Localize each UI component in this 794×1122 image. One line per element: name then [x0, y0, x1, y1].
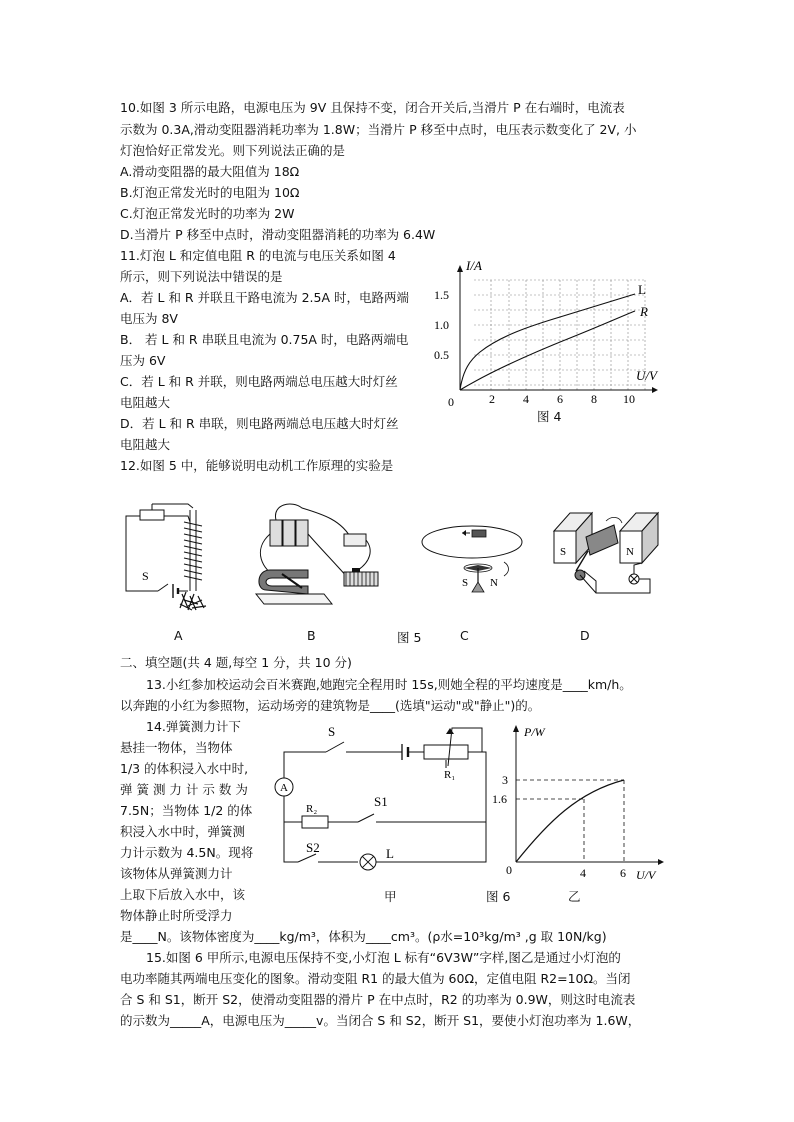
fig6-ytick-1-6: 1.6 [492, 792, 507, 806]
q14-line-4: 弹 簧 测 力 计 示 数 为 [120, 782, 248, 797]
figure-5b-generator [252, 500, 382, 615]
fig6-label-r2: R₂ [306, 803, 318, 815]
fig4-xtick-4: 4 [523, 392, 529, 406]
fig5-label-a: A [174, 628, 183, 643]
fig5c-s-label: S [462, 577, 469, 589]
q13-line-2: 以奔跑的小红为参照物，运动场旁的建筑物是____(选填"运动"或"静止")的。 [120, 698, 541, 713]
q14-line-5: 7.5N；当物体 1/2 的体 [120, 803, 253, 818]
q11-option-d-1: D．若 L 和 R 串联，则电路两端总电压越大时灯丝 [120, 416, 399, 431]
fig6-label-s1: S1 [374, 794, 388, 809]
resistor-r2-icon [302, 816, 328, 828]
fig4-xtick-2: 2 [489, 392, 495, 406]
compass-needle-icon [464, 564, 492, 592]
q11-option-a-2: 电压为 8V [120, 311, 178, 326]
q11-line-1: 11.灯泡 L 和定值电阻 R 的电流与电压关系如图 4 [120, 248, 396, 263]
q14-line-9: 上取下后放入水中，该 [120, 887, 246, 902]
figure-5d-motor [550, 505, 662, 605]
fig5-caption: 图 5 [397, 630, 422, 645]
fig6-label-jia: 甲 [384, 889, 397, 904]
fig4-xlabel: U/V [636, 368, 657, 383]
q10-option-c: C.灯泡正常发光时的功率为 2W [120, 206, 295, 221]
q11-option-a-1: A．若 L 和 R 并联且干路电流为 2.5A 时，电路两端 [120, 290, 409, 305]
q15-line-4: 的示数为_____A，电源电压为_____v。当闭合 S 和 S2，断开 S1，要使小灯泡功率为 1.6W， [120, 1013, 641, 1028]
fig6-label-r1: R₁ [444, 769, 456, 781]
switch-s1-icon [358, 814, 374, 822]
switch-s2-icon [298, 854, 316, 862]
horseshoe-magnet-icon [259, 570, 308, 594]
q10-line-2: 示数为 0.3A,滑动变阻器消耗功率为 1.8W；当滑片 P 移至中点时，电压表示数变化了 2V, 小 [120, 122, 637, 137]
fig6-power-curve [516, 780, 624, 862]
q11-line-2: 所示，则下列说法中错误的是 [120, 269, 283, 284]
fig4-label-l: L [638, 282, 646, 297]
q15-line-1: 15.如图 6 甲所示,电源电压保持不变,小灯泡 L 标有“6V3W”字样,图乙是通过小灯泡的 [146, 950, 621, 965]
q10-option-b: B.灯泡正常发光时的电阻为 10Ω [120, 185, 300, 200]
fig4-ytick-1-0: 1.0 [434, 318, 449, 332]
fig6-ytick-3: 3 [502, 773, 508, 787]
rheostat-icon [344, 568, 378, 586]
fig4-xtick-8: 8 [591, 392, 597, 406]
switch-s-icon [326, 742, 344, 752]
q15-line-3: 合 S 和 S1，断开 S2，使滑动变阻器的滑片 P 在中点时，R2 的功率为 0.9W，则这时电流表 [120, 992, 636, 1007]
q11-option-b-2: 压为 6V [120, 353, 166, 368]
figure-5c-oersted [420, 510, 530, 600]
slider-arrow-icon [446, 728, 454, 734]
q14-line-2: 悬挂一物体，当物体 [120, 740, 233, 755]
figure-4-graph [430, 250, 660, 430]
q11-option-d-2: 电阻越大 [120, 437, 171, 452]
fig6-guide-lines [516, 780, 624, 862]
battery-icon [472, 530, 486, 537]
fig6-label-s: S [328, 724, 336, 739]
fig4-caption: 图 4 [537, 409, 562, 424]
figure-5a-electromagnet [118, 496, 228, 618]
fig6-xlabel: U/V [636, 868, 656, 882]
fig4-grid [474, 280, 645, 390]
q10-line-1: 10.如图 3 所示电路，电源电压为 9V 且保持不变，闭合开关后,当滑片 P 在右端时，电流表 [120, 100, 625, 115]
rheostat-r1-icon [424, 745, 468, 759]
figure-6-circuit [268, 720, 490, 890]
fig5d-s-label: S [560, 546, 567, 558]
fig6-xtick-4: 4 [580, 866, 586, 880]
switch-icon [344, 534, 366, 546]
q11-option-b-1: B． 若 L 和 R 串联且电流为 0.75A 时，电路两端电 [120, 332, 409, 347]
q14-line-6: 积浸入水中时，弹簧测 [120, 824, 246, 839]
q12-text: 12.如图 5 中，能够说明电动机工作原理的实验是 [120, 458, 394, 473]
q14-line-3: 1/3 的体积浸入水中时, [120, 761, 249, 776]
fig4-ylabel: I/A [466, 258, 482, 273]
q10-option-a: A.滑动变阻器的最大阻值为 18Ω [120, 164, 300, 179]
fig6-label-s2: S2 [306, 840, 320, 855]
fig6-xtick-6: 6 [620, 866, 626, 880]
q11-option-c-2: 电阻越大 [120, 395, 171, 410]
fig5-label-d: D [580, 628, 590, 643]
q14-line-10: 物体静止时所受浮力 [120, 908, 233, 923]
q11-option-c-1: C．若 L 和 R 并联，则电路两端总电压越大时灯丝 [120, 374, 398, 389]
fig5d-n-label: N [626, 546, 634, 558]
q14-line-7: 力计示数为 4.5N。现将 [120, 845, 254, 860]
battery-pack-icon [270, 520, 308, 546]
q14-line-1: 14.弹簧测力计下 [146, 719, 241, 734]
q15-line-2: 电功率随其两端电压变化的图象。滑动变阻 R1 的最大值为 60Ω，定值电阻 R2=10Ω。当闭 [120, 971, 631, 986]
fig6-label-a: A [280, 782, 288, 794]
coil-icon [184, 510, 202, 591]
fig4-label-r: R [640, 304, 648, 319]
fig5a-switch-label: S [142, 569, 149, 583]
q14-last-line: 是____N。该物体密度为____kg/m³，体积为____cm³。(ρ水=10³kg/m³ ,g 取 10N/kg) [120, 929, 607, 944]
q14-line-8: 该物体从弹簧测力计 [120, 866, 233, 881]
fig6-origin: 0 [506, 863, 512, 877]
fig6-ylabel: P/W [524, 725, 545, 739]
fig6-label-yi: 乙 [568, 889, 581, 904]
fig4-ytick-0-5: 0.5 [434, 348, 449, 362]
q10-line-3: 灯泡恰好正常发光。则下列说法正确的是 [120, 143, 346, 158]
fig4-xtick-0: 0 [448, 395, 454, 409]
nails-icon [180, 592, 206, 610]
section-2-title: 二、填空题(共 4 题,每空 1 分，共 10 分) [120, 655, 352, 670]
fig4-curve-r [460, 311, 635, 390]
fig5c-n-label: N [490, 577, 498, 589]
rheostat-icon [140, 510, 164, 520]
figure-6-power-graph [488, 722, 668, 882]
fig6-label-l: L [386, 846, 394, 861]
fig6-caption: 图 6 [486, 889, 511, 904]
switch-icon [158, 584, 168, 591]
q13-line-1: 13.小红参加校运动会百米赛跑,她跑完全程用时 15s,则她全程的平均速度是____km/h。 [146, 677, 632, 692]
fig4-xtick-10: 10 [623, 392, 635, 406]
q10-option-d: D.当滑片 P 移至中点时，滑动变阻器消耗的功率为 6.4W [120, 227, 436, 242]
fig4-xtick-6: 6 [557, 392, 563, 406]
fig5-label-b: B [307, 628, 316, 643]
fig5-label-c: C [460, 628, 469, 643]
fig4-ytick-1-5: 1.5 [434, 288, 449, 302]
